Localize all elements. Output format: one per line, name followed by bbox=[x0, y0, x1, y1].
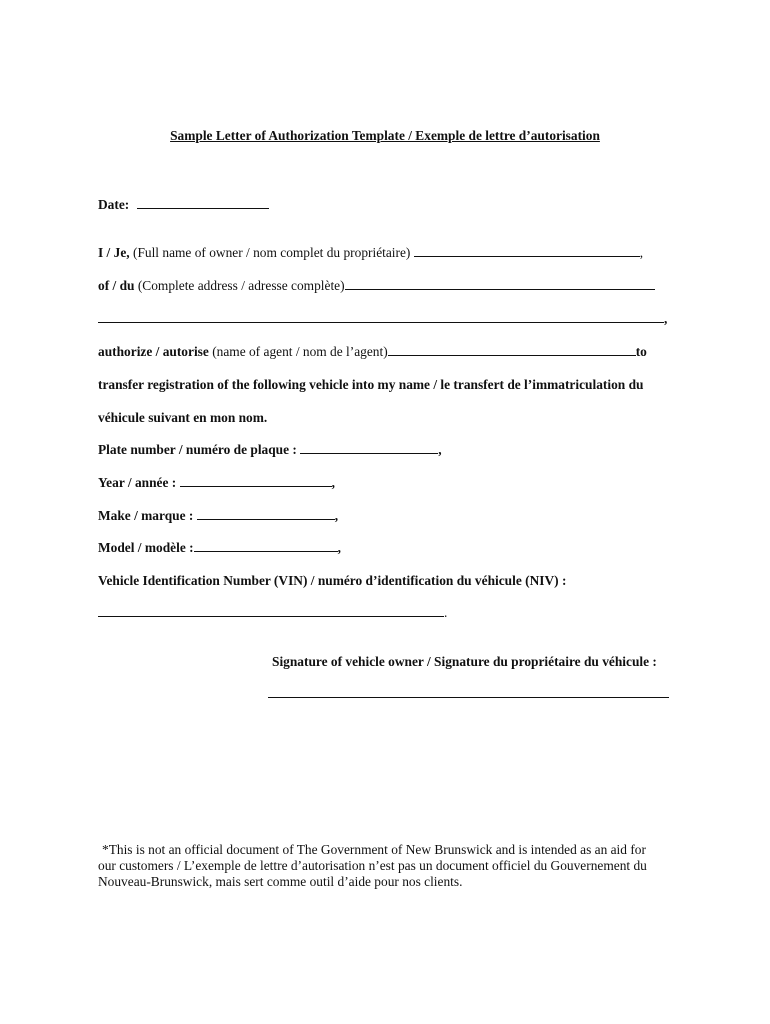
address-row-2 bbox=[98, 310, 667, 328]
vin-label: Vehicle Identification Number (VIN) / numéro d’identification du véhicule (NIV) : bbox=[98, 573, 567, 588]
model-trail: , bbox=[337, 540, 341, 555]
plate-label: Plate number / numéro de plaque : bbox=[98, 442, 297, 457]
agent-name-field[interactable] bbox=[388, 343, 636, 356]
authorize-label: authorize / autorise bbox=[98, 344, 209, 359]
year-field[interactable] bbox=[180, 474, 332, 487]
disclaimer-footnote bbox=[98, 842, 670, 890]
model-field[interactable] bbox=[194, 539, 338, 552]
make-label: Make / marque : bbox=[98, 508, 194, 523]
vin-field[interactable] bbox=[98, 604, 444, 617]
owner-row bbox=[98, 244, 643, 262]
vin-label-row bbox=[98, 572, 566, 590]
owner-label: I / Je, bbox=[98, 245, 130, 260]
authorize-row bbox=[98, 343, 647, 361]
vin-trail: . bbox=[444, 605, 448, 620]
plate-row bbox=[98, 441, 442, 459]
plate-trail: , bbox=[438, 442, 442, 457]
signature-label: Signature of vehicle owner / Signature du propriétaire du véhicule : bbox=[272, 654, 657, 669]
model-row bbox=[98, 539, 341, 557]
make-field[interactable] bbox=[197, 507, 335, 520]
date-row bbox=[98, 196, 269, 214]
footnote-line1: *This is not an official document of The Government of New Brunswick and is intended as an aid for bbox=[102, 842, 646, 857]
make-row bbox=[98, 507, 338, 525]
owner-hint: (Full name of owner / nom complet du propriétaire) bbox=[132, 245, 411, 260]
year-row bbox=[98, 474, 335, 492]
vin-field-row bbox=[98, 604, 447, 622]
model-label: Model / modèle : bbox=[98, 540, 194, 555]
date-label: Date: bbox=[98, 197, 130, 212]
transfer-text-line2: véhicule suivant en mon nom. bbox=[98, 410, 268, 425]
year-trail: , bbox=[331, 475, 335, 490]
owner-name-field[interactable] bbox=[414, 244, 640, 257]
address-hint: (Complete address / adresse complète) bbox=[137, 278, 345, 293]
address-trail: , bbox=[664, 311, 668, 326]
footnote-line2: our customers / L’exemple de lettre d’autorisation n’est pas un document officiel du Gouvernement du bbox=[98, 858, 647, 873]
authorize-trail: to bbox=[635, 344, 647, 359]
plate-field[interactable] bbox=[300, 441, 438, 454]
authorize-hint: (name of agent / nom de l’agent) bbox=[212, 344, 388, 359]
date-field[interactable] bbox=[137, 196, 269, 209]
owner-trail: , bbox=[639, 245, 644, 260]
address-field-line1[interactable] bbox=[345, 277, 655, 290]
address-row bbox=[98, 277, 655, 295]
address-label: of / du bbox=[98, 278, 135, 293]
year-label: Year / année : bbox=[98, 475, 177, 490]
make-trail: , bbox=[334, 508, 339, 523]
signature-field[interactable] bbox=[268, 697, 669, 698]
transfer-text-line1: transfer registration of the following vehicle into my name / le transfert de l’immatriculation du bbox=[98, 377, 644, 392]
address-field-line2[interactable] bbox=[98, 310, 664, 323]
document-title: Sample Letter of Authorization Template / Exemple de lettre d’autorisation bbox=[170, 128, 600, 143]
footnote-line3: Nouveau-Brunswick, mais sert comme outil d’aide pour nos clients. bbox=[98, 874, 463, 889]
